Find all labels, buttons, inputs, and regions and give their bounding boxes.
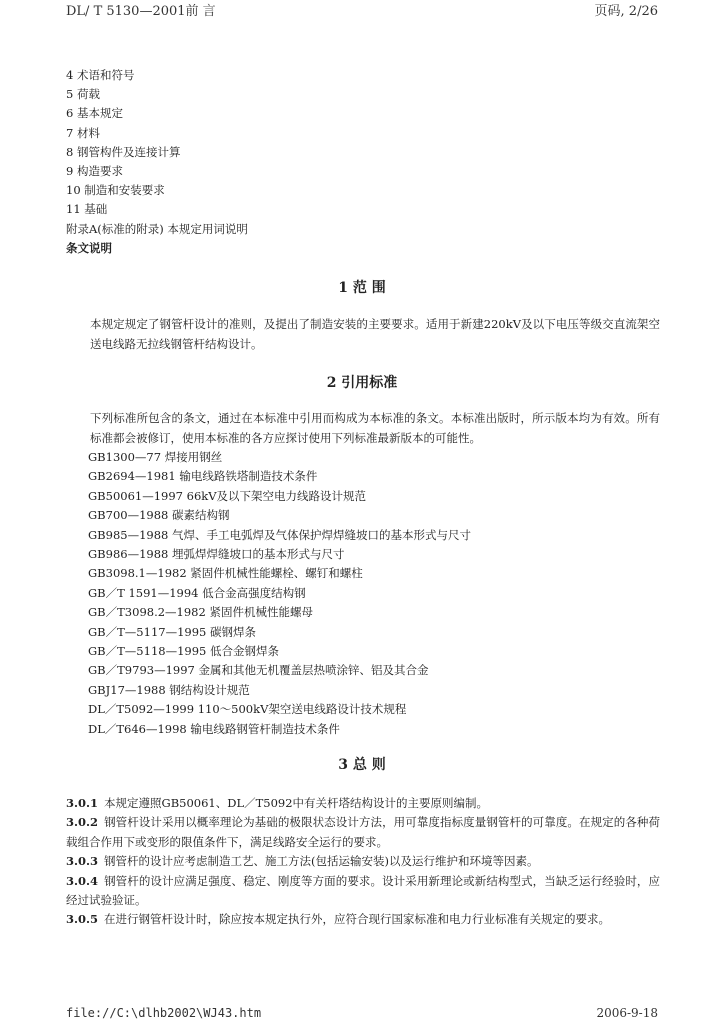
section-2-paragraph [66, 408, 660, 448]
toc-item[interactable]: 7 材料 [66, 125, 100, 140]
reference-item: GB／T—5118—1995 低合金钢焊条 [88, 644, 279, 659]
footer-date: 2006-9-18 [596, 1006, 658, 1020]
clause-text: 钢管杆的设计应满足强度、稳定、刚度等方面的要求。设计采用新理论或新结构型式，当缺乏运行经验时，应经过试验验证。 [66, 873, 660, 908]
toc-item[interactable]: 8 钢管构件及连接计算 [66, 144, 181, 159]
footer-file-path: file://C:\dlhb2002\WJ43.htm [66, 1006, 262, 1020]
section-2-text: 下列标准所包含的条文，通过在本标准中引用而构成为本标准的条文。本标准出版时，所示版本均为有效。所有标准都会被修订，使用本标准的各方应探讨使用下列标准最新版本的可能性。 [90, 411, 660, 445]
reference-item: DL／T5092—1999 110～500kV架空送电线路设计技术规程 [88, 702, 407, 717]
clause-number: 3.0.5 [66, 912, 99, 927]
clause-item [66, 852, 660, 871]
toc-item[interactable]: 10 制造和安装要求 [66, 183, 165, 198]
clause-number: 3.0.2 [66, 815, 99, 830]
reference-item: GB／T 1591—1994 低合金高强度结构钢 [88, 585, 306, 600]
clause-item [66, 872, 660, 911]
section-1-text: 本规定规定了钢管杆设计的准则，及提出了制造安装的主要要求。适用于新建220kV及以下电压等级交直流架空送电线路无拉线钢管杆结构设计。 [90, 317, 660, 351]
clause-item [66, 794, 660, 813]
table-of-contents [66, 66, 248, 258]
reference-item: GB50061—1997 66kV及以下架空电力线路设计规范 [88, 488, 367, 503]
reference-item: GB2694—1981 输电线路铁塔制造技术条件 [88, 469, 318, 484]
clause-text: 本规定遵照GB50061、DL／T5092中有关杆塔结构设计的主要原则编制。 [104, 796, 489, 810]
toc-item[interactable]: 附录A(标准的附录) 本规定用词说明 [66, 221, 248, 236]
reference-item: GBJ17—1988 钢结构设计规范 [88, 682, 250, 697]
reference-list [88, 448, 471, 739]
clause-number: 3.0.3 [66, 854, 99, 869]
reference-item: GB／T3098.2—1982 紧固件机械性能螺母 [88, 605, 313, 620]
section-1-title: 1 范 围 [338, 280, 386, 296]
header-doc-title: DL/ T 5130—2001前 言 [66, 4, 216, 19]
header-page-number: 页码, 2/26 [594, 4, 658, 19]
toc-item[interactable]: 9 构造要求 [66, 164, 123, 179]
toc-item[interactable]: 6 基本规定 [66, 106, 123, 121]
reference-item: GB3098.1—1982 紧固件机械性能螺栓、螺钉和螺柱 [88, 566, 363, 581]
toc-item-explanation[interactable]: 条文说明 [66, 240, 112, 255]
clause-number: 3.0.1 [66, 796, 99, 810]
clause-text: 钢管杆设计采用以概率理论为基础的极限状态设计方法，用可靠度指标度量钢管杆的可靠度。在规定的各种荷载组合作用下或变形的限值条件下，满足线路安全运行的要求。 [66, 815, 660, 849]
toc-item[interactable]: 11 基础 [66, 202, 108, 217]
reference-item: GB700—1988 碳素结构钢 [88, 508, 230, 523]
toc-item[interactable]: 4 术语和符号 [66, 68, 135, 82]
clause-list [66, 794, 660, 930]
toc-item[interactable]: 5 荷载 [66, 87, 100, 102]
clause-text: 钢管杆的设计应考虑制造工艺、施工方法(包括运输安装)以及运行维护和环境等因素。 [104, 854, 539, 869]
reference-item: GB／T—5117—1995 碳钢焊条 [88, 624, 256, 639]
reference-item: GB986—1988 埋弧焊焊缝坡口的基本形式与尺寸 [88, 547, 345, 562]
clause-text: 在进行钢管杆设计时，除应按本规定执行外，应符合现行国家标准和电力行业标准有关规定的要求。 [104, 912, 611, 927]
clause-item [66, 910, 660, 929]
reference-item: GB／T9793—1997 金属和其他无机覆盖层热喷涂锌、铝及其合金 [88, 663, 429, 678]
section-3-title: 3 总 则 [338, 757, 386, 773]
reference-item: GB985—1988 气焊、手工电弧焊及气体保护焊焊缝坡口的基本形式与尺寸 [88, 527, 472, 542]
section-2-title: 2 引用标准 [326, 375, 398, 391]
section-1-paragraph [66, 314, 660, 354]
clause-item [66, 813, 660, 852]
clause-number: 3.0.4 [66, 873, 99, 888]
reference-item: GB1300—77 焊接用钢丝 [88, 450, 223, 464]
reference-item: DL／T646—1998 输电线路钢管杆制造技术条件 [88, 721, 340, 736]
